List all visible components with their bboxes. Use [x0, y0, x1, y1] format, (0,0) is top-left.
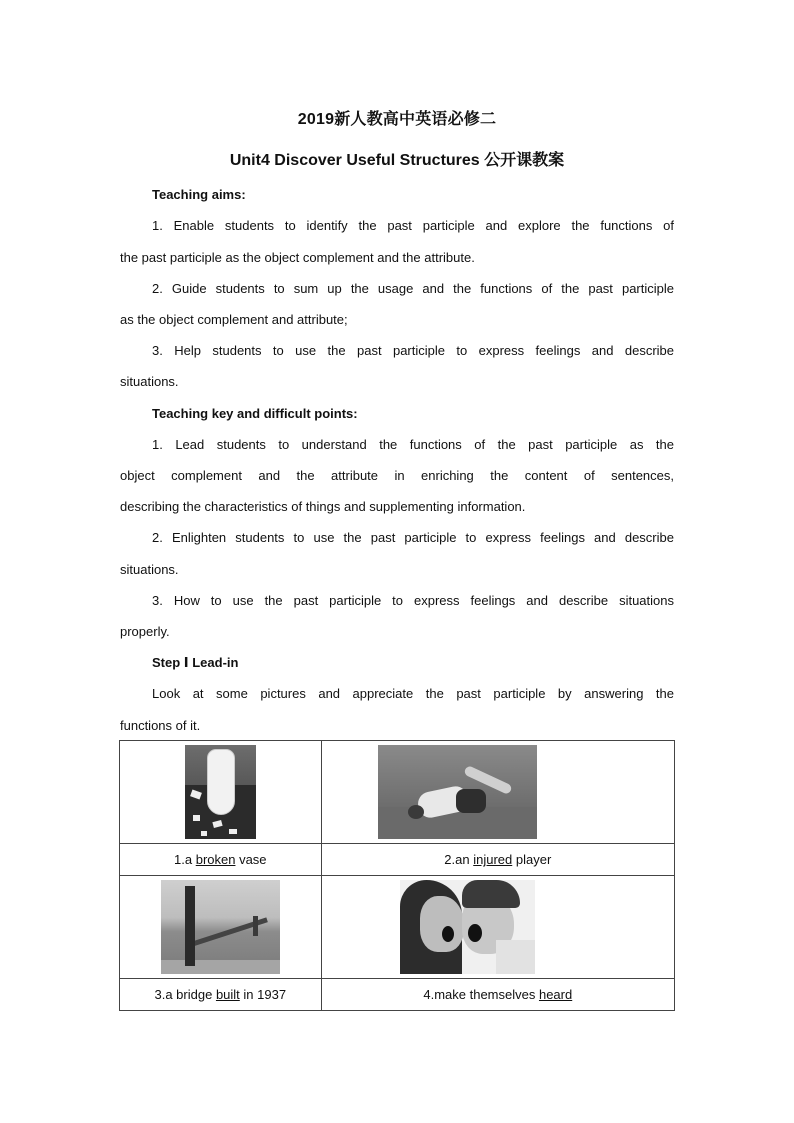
- table-row: [120, 741, 675, 844]
- aim-2-line-1: 2. Guide students to sum up the usage and the functions of the past participle: [152, 281, 674, 296]
- key-point-1-line-2: object complement and the attribute in enriching the content of sentences,: [120, 468, 674, 483]
- document-subtitle: Unit4 Discover Useful Structures 公开课教案: [229, 152, 565, 169]
- caption-past-participle: broken: [195, 852, 236, 867]
- table-cell-caption-4: [321, 979, 674, 1011]
- caption-past-participle: heard: [538, 987, 573, 1002]
- document-title: 2019新人教高中英语必修二: [297, 111, 497, 128]
- picture-table: [119, 740, 675, 1011]
- caption-past-participle: injured: [473, 852, 513, 867]
- key-point-3-line-1: 3. How to use the past participle to express feelings and describe situations: [152, 593, 674, 608]
- aim-3-line-2: situations.: [120, 374, 179, 389]
- section-heading-teaching-aims: Teaching aims:: [152, 187, 246, 202]
- table-cell-caption-1: [120, 844, 322, 876]
- key-point-3-line-2: properly.: [120, 624, 170, 639]
- step-1-instruction-line-2: functions of it.: [120, 718, 201, 733]
- table-cell-caption-3: [120, 979, 322, 1011]
- table-cell-image-4: [321, 876, 674, 979]
- table-cell-caption-2: [321, 844, 674, 876]
- section-heading-key-points: Teaching key and difficult points:: [152, 406, 358, 421]
- table-cell-image-3: [120, 876, 322, 979]
- step-1-instruction-line-1: Look at some pictures and appreciate the past participle by answering the: [152, 686, 674, 701]
- section-heading-step-1: Step Ⅰ Lead-in: [152, 655, 239, 670]
- key-point-1-line-3: describing the characteristics of things and supplementing information.: [120, 499, 526, 514]
- table-cell-image-1: [120, 741, 322, 844]
- key-point-2-line-1: 2. Enlighten students to use the past participle to express feelings and describe: [152, 530, 674, 545]
- table-cell-image-2: [321, 741, 674, 844]
- shouting-couple-image: [400, 880, 535, 974]
- golden-gate-bridge-image: [161, 880, 280, 974]
- injured-player-image: [378, 745, 537, 839]
- aim-3-line-1: 3. Help students to use the past participle to express feelings and describe: [152, 343, 674, 358]
- caption-prefix: 3.a bridge: [154, 987, 216, 1002]
- key-point-2-line-2: situations.: [120, 562, 179, 577]
- aim-2-line-2: as the object complement and attribute;: [120, 312, 348, 327]
- caption-prefix: 1.a: [174, 852, 196, 867]
- caption-past-participle: built: [215, 987, 240, 1002]
- caption-suffix: vase: [235, 852, 267, 867]
- caption-prefix: 2.an: [444, 852, 474, 867]
- aim-1-line-2: the past participle as the object complement and the attribute.: [120, 250, 475, 265]
- table-row: [120, 876, 675, 979]
- caption-prefix: 4.make themselves: [423, 987, 539, 1002]
- table-row: [120, 979, 675, 1011]
- caption-suffix: player: [512, 852, 552, 867]
- broken-vase-image: [185, 745, 256, 839]
- caption-suffix: in 1937: [239, 987, 287, 1002]
- aim-1-line-1: 1. Enable students to identify the past participle and explore the functions of: [152, 218, 674, 233]
- key-point-1-line-1: 1. Lead students to understand the functions of the past participle as the: [152, 437, 674, 452]
- table-row: [120, 844, 675, 876]
